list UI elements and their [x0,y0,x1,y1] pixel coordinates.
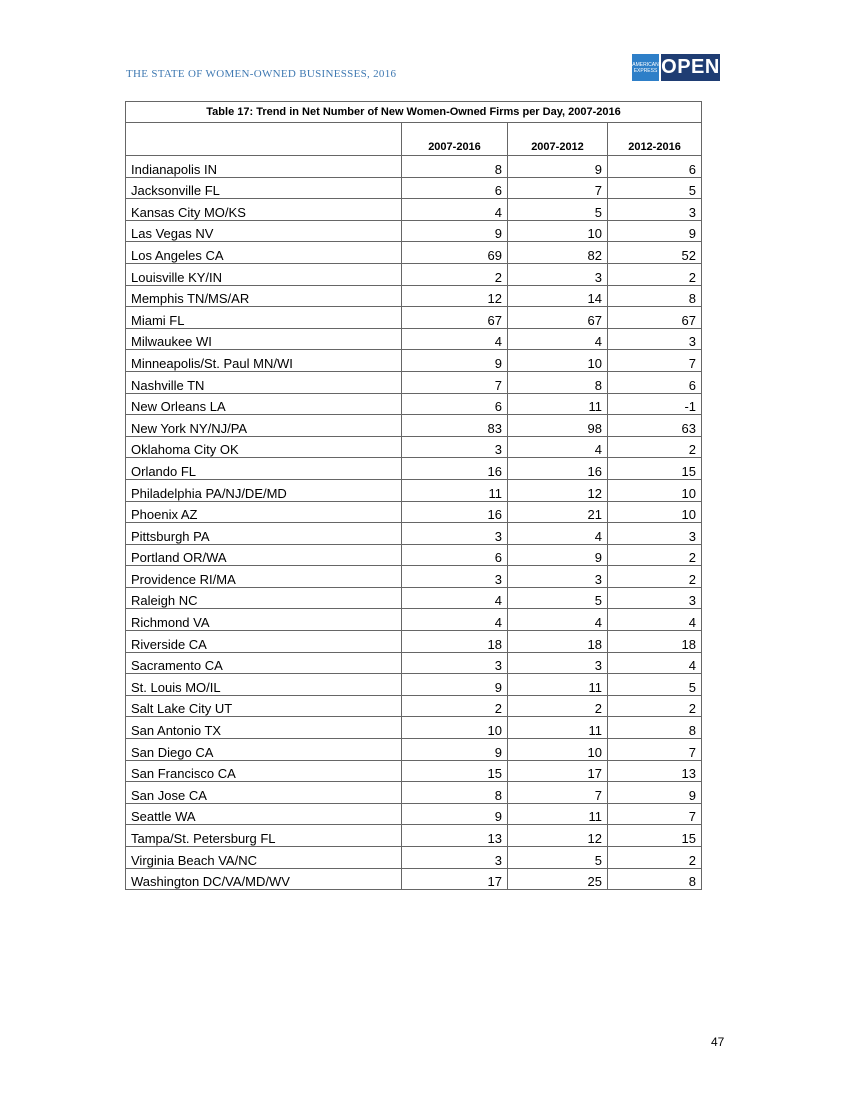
value-cell: 2 [608,847,702,869]
value-cell: 2 [608,263,702,285]
value-cell: 7 [402,371,508,393]
value-cell: 8 [508,371,608,393]
table-row [126,328,702,350]
metro-area-cell: Seattle WA [126,803,402,825]
value-cell: 5 [508,587,608,609]
value-cell: 5 [608,177,702,199]
metro-area-cell: St. Louis MO/IL [126,674,402,696]
value-cell: 82 [508,242,608,264]
value-cell: 8 [608,285,702,307]
value-cell: 4 [508,328,608,350]
table-row [126,760,702,782]
table-row [126,156,702,178]
value-cell: 10 [608,479,702,501]
value-cell: 3 [508,263,608,285]
table-row [126,674,702,696]
table-row [126,523,702,545]
value-cell: 3 [608,328,702,350]
value-cell: 10 [402,717,508,739]
table-row [126,544,702,566]
value-cell: 9 [508,544,608,566]
value-cell: 9 [402,220,508,242]
value-cell: -1 [608,393,702,415]
value-cell: 3 [508,566,608,588]
value-cell: 3 [402,436,508,458]
value-cell: 2 [402,695,508,717]
value-cell: 2 [608,436,702,458]
value-cell: 4 [508,436,608,458]
value-cell: 9 [508,156,608,178]
metro-area-cell: Memphis TN/MS/AR [126,285,402,307]
value-cell: 63 [608,415,702,437]
metro-area-cell: Riverside CA [126,631,402,653]
table-row [126,220,702,242]
value-cell: 9 [608,220,702,242]
value-cell: 4 [402,328,508,350]
value-cell: 6 [402,393,508,415]
value-cell: 8 [608,868,702,890]
table-row [126,415,702,437]
table-row [126,631,702,653]
value-cell: 2 [608,566,702,588]
table-row [126,825,702,847]
table-row [126,609,702,631]
value-cell: 2 [608,544,702,566]
value-cell: 12 [508,825,608,847]
metro-area-cell: Portland OR/WA [126,544,402,566]
table-row [126,587,702,609]
value-cell: 67 [608,307,702,329]
metro-area-cell: Las Vegas NV [126,220,402,242]
value-cell: 9 [402,674,508,696]
value-cell: 10 [508,350,608,372]
value-cell: 9 [402,739,508,761]
value-cell: 4 [508,609,608,631]
metro-area-cell: Louisville KY/IN [126,263,402,285]
metro-area-cell: Providence RI/MA [126,566,402,588]
value-cell: 16 [402,458,508,480]
value-cell: 18 [402,631,508,653]
value-cell: 3 [402,652,508,674]
metro-area-cell: Indianapolis IN [126,156,402,178]
value-cell: 67 [508,307,608,329]
table-row [126,263,702,285]
value-cell: 6 [608,371,702,393]
value-cell: 4 [608,652,702,674]
metro-area-cell: Richmond VA [126,609,402,631]
value-cell: 4 [608,609,702,631]
value-cell: 67 [402,307,508,329]
value-cell: 98 [508,415,608,437]
metro-area-cell: Kansas City MO/KS [126,199,402,221]
table-row [126,242,702,264]
value-cell: 8 [402,156,508,178]
value-cell: 18 [508,631,608,653]
value-cell: 16 [508,458,608,480]
metro-area-cell: Sacramento CA [126,652,402,674]
value-cell: 10 [508,220,608,242]
value-cell: 5 [508,847,608,869]
value-cell: 6 [402,544,508,566]
value-cell: 4 [402,587,508,609]
metro-area-cell: New Orleans LA [126,393,402,415]
table-row [126,479,702,501]
metro-area-cell: San Francisco CA [126,760,402,782]
value-cell: 15 [608,825,702,847]
value-cell: 7 [508,782,608,804]
value-cell: 10 [608,501,702,523]
table-body [126,156,702,890]
value-cell: 10 [508,739,608,761]
table-row [126,782,702,804]
metro-area-cell: Orlando FL [126,458,402,480]
value-cell: 7 [608,803,702,825]
value-cell: 6 [608,156,702,178]
metro-area-cell: Minneapolis/St. Paul MN/WI [126,350,402,372]
value-cell: 9 [608,782,702,804]
metro-area-cell: Milwaukee WI [126,328,402,350]
table-row [126,847,702,869]
value-cell: 13 [608,760,702,782]
value-cell: 11 [508,717,608,739]
value-cell: 3 [608,199,702,221]
table-row [126,868,702,890]
value-cell: 3 [402,566,508,588]
value-cell: 11 [402,479,508,501]
value-cell: 12 [402,285,508,307]
table-title: Table 17: Trend in Net Number of New Women-Owned Firms per Day, 2007-2016 [126,102,702,123]
value-cell: 4 [508,523,608,545]
metro-area-cell: Salt Lake City UT [126,695,402,717]
value-cell: 7 [508,177,608,199]
value-cell: 5 [508,199,608,221]
metro-area-cell: New York NY/NJ/PA [126,415,402,437]
column-header: 2012-2016 [608,123,702,156]
table-row [126,739,702,761]
value-cell: 3 [608,587,702,609]
value-cell: 16 [402,501,508,523]
table-row [126,436,702,458]
metro-area-cell: Raleigh NC [126,587,402,609]
metro-area-cell: Jacksonville FL [126,177,402,199]
column-header: 2007-2016 [402,123,508,156]
value-cell: 17 [402,868,508,890]
value-cell: 3 [402,847,508,869]
metro-area-cell: Los Angeles CA [126,242,402,264]
metro-area-cell: Pittsburgh PA [126,523,402,545]
value-cell: 8 [402,782,508,804]
metro-area-cell: Virginia Beach VA/NC [126,847,402,869]
metro-area-cell: San Diego CA [126,739,402,761]
running-title: THE STATE OF WOMEN-OWNED BUSINESSES, 2016 [126,68,397,80]
table-row [126,199,702,221]
value-cell: 9 [402,350,508,372]
value-cell: 3 [608,523,702,545]
value-cell: 3 [508,652,608,674]
table-row [126,350,702,372]
data-table [125,101,702,890]
metro-area-cell: Philadelphia PA/NJ/DE/MD [126,479,402,501]
value-cell: 7 [608,739,702,761]
value-cell: 15 [608,458,702,480]
table-row [126,717,702,739]
american-express-open-logo [632,54,720,81]
metro-area-cell: Washington DC/VA/MD/WV [126,868,402,890]
value-cell: 12 [508,479,608,501]
value-cell: 9 [402,803,508,825]
table-row [126,393,702,415]
value-cell: 3 [402,523,508,545]
value-cell: 11 [508,393,608,415]
table-header-row [126,123,702,156]
value-cell: 21 [508,501,608,523]
metro-area-cell: San Jose CA [126,782,402,804]
value-cell: 83 [402,415,508,437]
metro-area-cell: Tampa/St. Petersburg FL [126,825,402,847]
metro-area-cell: Oklahoma City OK [126,436,402,458]
page-number: 47 [711,1035,725,1049]
value-cell: 52 [608,242,702,264]
table-row [126,285,702,307]
value-cell: 2 [508,695,608,717]
open-logo-text: OPEN [661,54,720,81]
table-row [126,371,702,393]
table-row [126,501,702,523]
column-header: 2007-2012 [508,123,608,156]
value-cell: 14 [508,285,608,307]
value-cell: 4 [402,609,508,631]
value-cell: 8 [608,717,702,739]
metro-area-cell: San Antonio TX [126,717,402,739]
metro-area-cell: Miami FL [126,307,402,329]
value-cell: 6 [402,177,508,199]
value-cell: 17 [508,760,608,782]
table-row [126,566,702,588]
amex-logo-mark: AMERICAN EXPRESS [632,54,659,81]
value-cell: 11 [508,674,608,696]
value-cell: 15 [402,760,508,782]
table-row [126,652,702,674]
metro-area-cell: Phoenix AZ [126,501,402,523]
column-header [126,123,402,156]
value-cell: 4 [402,199,508,221]
value-cell: 69 [402,242,508,264]
value-cell: 25 [508,868,608,890]
value-cell: 18 [608,631,702,653]
table-row [126,695,702,717]
value-cell: 2 [402,263,508,285]
value-cell: 2 [608,695,702,717]
metro-area-cell: Nashville TN [126,371,402,393]
value-cell: 11 [508,803,608,825]
value-cell: 13 [402,825,508,847]
value-cell: 5 [608,674,702,696]
value-cell: 7 [608,350,702,372]
table-row [126,177,702,199]
table-row [126,458,702,480]
table-row [126,307,702,329]
table-row [126,803,702,825]
